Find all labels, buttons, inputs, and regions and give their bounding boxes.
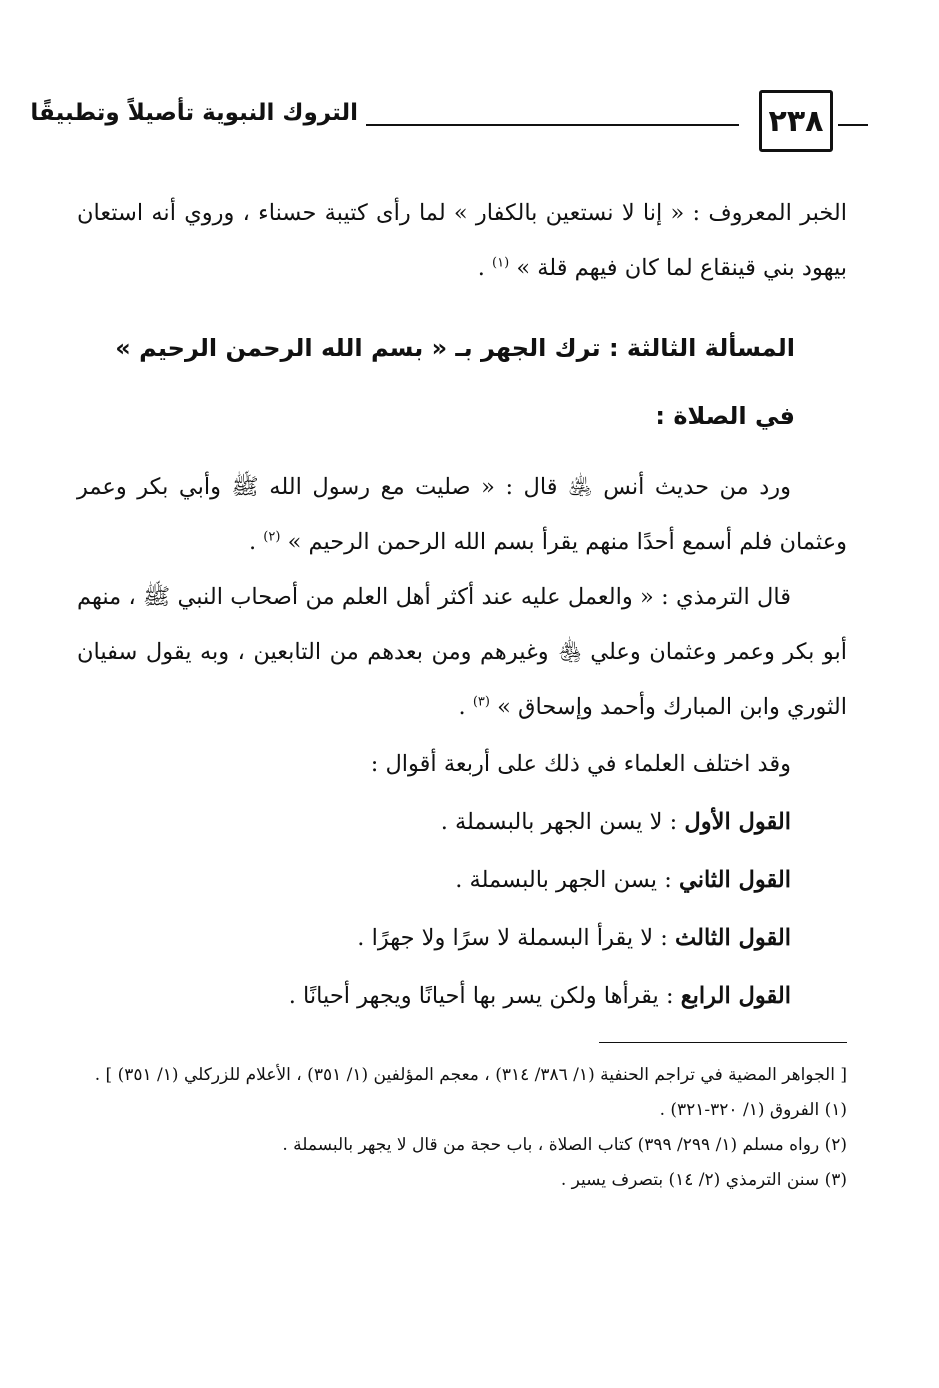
hadith-end: . xyxy=(248,529,264,555)
header-rule-right xyxy=(838,124,868,126)
opinion-4 xyxy=(77,967,847,1025)
page-header xyxy=(30,88,868,158)
header-rule-left xyxy=(366,124,739,126)
opinion-1 xyxy=(77,793,847,851)
footnotes xyxy=(77,1058,847,1198)
opinion-text: : لا يقرأ البسملة لا سرًا ولا جهرًا . xyxy=(357,925,675,951)
opinion-3 xyxy=(77,909,847,967)
opinion-text: : يسن الجهر بالبسملة . xyxy=(455,867,679,893)
opinion-label: القول الثالث xyxy=(675,925,791,951)
main-text xyxy=(77,186,847,1025)
footnote-ref-1: (١) xyxy=(492,255,510,271)
section-heading: المسألة الثالثة : ترك الجهر بـ « بسم الله الرحمن الرحيم » في الصلاة : xyxy=(115,334,795,430)
footnote-1: (١) الفروق (١/ ٣٢٠-٣٢١) . xyxy=(659,1100,847,1120)
intro-text: الخبر المعروف : « إنا لا نستعين بالكفار » لما رأى كتيبة حسناء ، وروي أنه استعان بيهود بني قينقاع لما كان فيهم قلة » xyxy=(77,200,847,281)
page-number: ٢٣٨ xyxy=(759,90,833,152)
tirmidhi-end: . xyxy=(458,694,473,720)
footnote-ref-2: (٢) xyxy=(263,529,281,545)
footnote-separator xyxy=(599,1042,847,1043)
tirmidhi-text: قال الترمذي : « والعمل عليه عند أكثر أهل العلم من أصحاب النبي ﷺ ، منهم أبو بكر وعمر وعثمان وعلي ﵃ وغيرهم ومن بعدهم من التابعين ، وبه يقول سفيان الثوري وابن المبارك وأحمد وإسحاق » xyxy=(77,584,847,720)
opinion-text: : لا يسن الجهر بالبسملة . xyxy=(440,809,685,835)
opinions-intro: وقد اختلف العلماء في ذلك على أربعة أقوال : xyxy=(370,751,791,777)
footnote-ref-3: (٣) xyxy=(472,694,490,710)
opinion-label: القول الرابع xyxy=(680,983,791,1009)
intro-end: . xyxy=(477,255,493,281)
opinion-label: القول الأول xyxy=(684,809,791,835)
book-title: التروك النبوية تأصيلاً وتطبيقًا xyxy=(30,100,358,126)
opinion-label: القول الثاني xyxy=(678,867,791,893)
opinion-text: : يقرأها ولكن يسر بها أحيانًا ويجهر أحيانًا . xyxy=(288,983,681,1009)
intro-paragraph xyxy=(77,186,847,296)
footnote-3: (٣) سنن الترمذي (٢/ ١٤) بتصرف يسير . xyxy=(560,1170,847,1190)
hadith-paragraph xyxy=(77,460,847,570)
hadith-text: ورد من حديث أنس ﵁ قال : « صليت مع رسول الله ﷺ وأبي بكر وعمر وعثمان فلم أسمع أحدًا منهم يقرأ بسم الله الرحمن الرحيم » xyxy=(77,474,847,555)
footnote-2: (٢) رواه مسلم (١/ ٢٩٩/ ٣٩٩) كتاب الصلاة ، باب حجة من قال لا يجهر بالبسملة . xyxy=(282,1135,847,1155)
tirmidhi-paragraph xyxy=(77,570,847,735)
footnote-carryover: [ الجواهر المضية في تراجم الحنفية (١/ ٣٨٦/ ٣١٤) ، معجم المؤلفين (١/ ٣٥١) ، الأعلام للزركلي (١/ ٣٥١) ] . xyxy=(94,1065,847,1085)
opinion-2 xyxy=(77,851,847,909)
